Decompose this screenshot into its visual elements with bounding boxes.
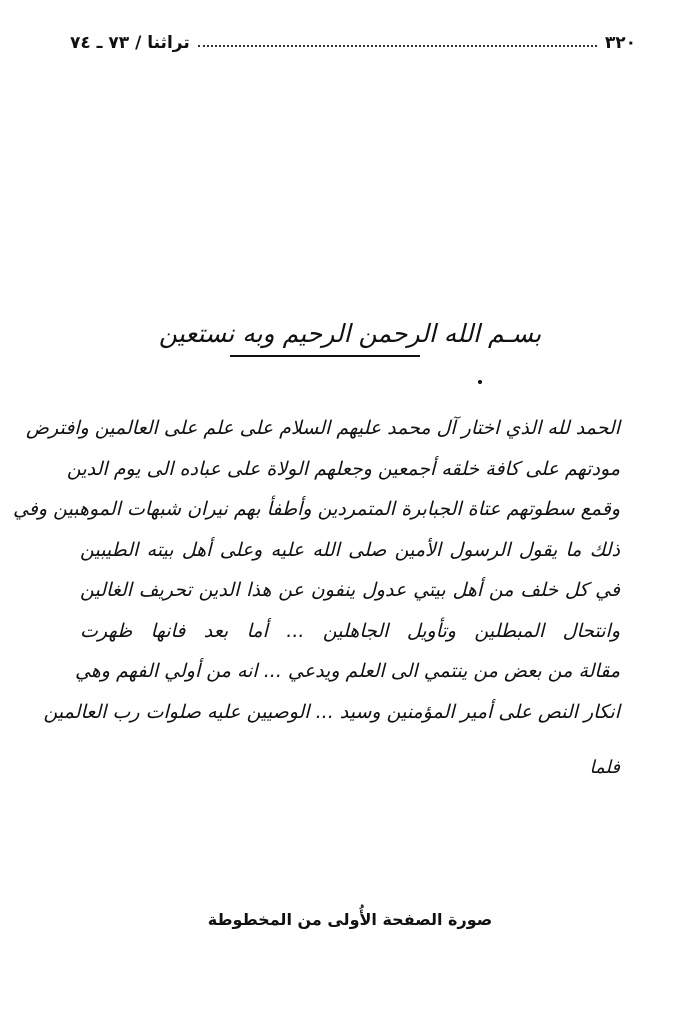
manuscript-page-image <box>12 300 620 800</box>
manuscript-line: ذلك ما يقول الرسول الأمين صلى الله عليه وعلى أهل بيته الطيبين <box>80 538 620 561</box>
manuscript-line: في كل خلف من أهل بيتي عدول ينفون عن هذا الدين تحريف الغالين <box>80 579 620 601</box>
catchword: فلما <box>589 757 620 778</box>
basmala: بسـم الله الرحمن الرحيم وبه نستعين <box>158 319 542 348</box>
manuscript-lines <box>12 408 620 732</box>
dotted-leader <box>198 45 597 47</box>
manuscript-line: وقمع سطوتهم عتاة الجبابرة المتمردين وأطفأ بهم نيران شبهات الموهبين وفي <box>12 498 620 520</box>
running-header <box>70 30 636 56</box>
page-number: ٣٢٠ <box>604 33 636 53</box>
manuscript-line: مودتهم على كافة خلقه أجمعين وجعلهم الولاة على عباده الى يوم الدين <box>66 457 620 480</box>
ink-dot <box>478 380 482 384</box>
journal-issue: تراثنا / ٧٣ ـ ٧٤ <box>70 33 190 53</box>
manuscript-line: وانتحال المبطلين وتأويل الجاهلين ... أما بعد فانها ظهرت <box>80 619 620 642</box>
manuscript-line: مقالة من بعض من ينتمي الى العلم ويدعي ... انه من أولي الفهم وهي <box>74 660 620 682</box>
manuscript-line: انكار النص على أمير المؤمنين وسيد ... الوصيين عليه صلوات رب العالمين <box>43 700 620 723</box>
manuscript-line: الحمد لله الذي اختار آل محمد عليهم السلام على علم على العالمين وافترض <box>26 417 620 439</box>
figure-caption: صورة الصفحة الأُولى من المخطوطة <box>207 910 493 929</box>
basmala-stroke <box>230 355 420 357</box>
